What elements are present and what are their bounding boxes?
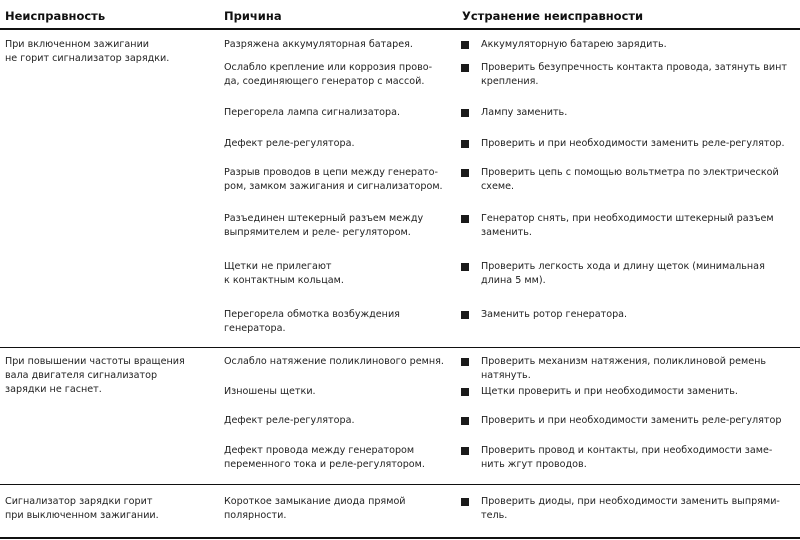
cause-text: Дефект реле-регулятора. [224, 138, 355, 149]
remedy-text: схеме. [481, 181, 515, 192]
cause-text: Разрыв проводов в цепи между генерато- [224, 167, 438, 178]
remedy-text: Щетки проверить и при необходимости заменить. [481, 386, 738, 397]
remedy-text: Проверить безупречность контакта провода, затянуть винт [481, 62, 788, 73]
cause-text: выпрямителем и реле- регулятором. [224, 227, 411, 238]
header-cause: Причина [224, 9, 282, 23]
fault-text: При повышении частоты вращения [5, 356, 185, 367]
header-remedy: Устранение неисправности [462, 9, 644, 23]
bullet-square-icon [461, 169, 469, 177]
remedy-text: заменить. [481, 227, 532, 238]
cause-text: Перегорела лампа сигнализатора. [224, 107, 401, 118]
cause-text: Дефект провода между генератором [224, 445, 415, 456]
cause-text: генератора. [224, 323, 286, 334]
remedy-text: Генератор снять, при необходимости штекерный разъем [481, 213, 774, 224]
cause-text: Дефект реле-регулятора. [224, 415, 355, 426]
fault-text: не горит сигнализатор зарядки. [5, 53, 170, 64]
fault-text: зарядки не гаснет. [5, 384, 102, 395]
fault-text: Сигнализатор зарядки горит [5, 496, 153, 507]
header-rule [0, 28, 800, 30]
cause-text: полярности. [224, 510, 287, 521]
cause-text: Разряжена аккумуляторная батарея. [224, 39, 413, 50]
remedy-text: крепления. [481, 76, 539, 87]
cause-text: Ослабло крепление или коррозия прово- [224, 62, 433, 73]
remedy-text: Проверить механизм натяжения, поликлиновой ремень [481, 356, 767, 367]
cause-text: Разъединен штекерный разъем между [224, 213, 424, 224]
bullet-square-icon [461, 447, 469, 455]
bullet-square-icon [461, 140, 469, 148]
remedy-text: нить жгут проводов. [481, 459, 587, 470]
fault-text: При включенном зажигании [5, 39, 150, 50]
remedy-text: Аккумуляторную батарею зарядить. [481, 39, 667, 50]
remedy-text: Заменить ротор генератора. [481, 309, 628, 320]
header-fault: Неисправность [5, 9, 106, 23]
bullet-square-icon [461, 311, 469, 319]
cause-text: Ослабло натяжение поликлинового ремня. [224, 356, 444, 367]
cause-text: Изношены щетки. [224, 386, 316, 397]
fault-text: вала двигателя сигнализатор [5, 370, 158, 381]
remedy-text: Проверить провод и контакты, при необходимости заме- [481, 445, 773, 456]
cause-text: ром, замком зажигания и сигнализатором. [224, 181, 443, 192]
remedy-text: натянуть. [481, 370, 531, 381]
remedy-text: Проверить диоды, при необходимости заменить выпрями- [481, 496, 780, 507]
remedy-text: тель. [481, 510, 508, 521]
bullet-square-icon [461, 109, 469, 117]
bullet-square-icon [461, 64, 469, 72]
bullet-square-icon [461, 263, 469, 271]
cause-text: переменного тока и реле-регулятором. [224, 459, 425, 470]
cause-text: к контактным кольцам. [224, 275, 344, 286]
cause-text: Короткое замыкание диода прямой [224, 496, 406, 507]
cause-text: Перегорела обмотка возбуждения [224, 309, 400, 320]
cause-text: да, соединяющего генератор с массой. [224, 76, 425, 87]
bullet-square-icon [461, 41, 469, 49]
group-divider [0, 347, 800, 348]
fault-text: при выключенном зажигании. [5, 510, 159, 521]
remedy-text: Проверить цепь с помощью вольтметра по электрической [481, 167, 779, 178]
bullet-square-icon [461, 358, 469, 366]
bullet-square-icon [461, 388, 469, 396]
remedy-text: Лампу заменить. [481, 107, 568, 118]
remedy-text: Проверить легкость хода и длину щеток (минимальная [481, 261, 765, 272]
remedy-text: длина 5 мм). [481, 275, 546, 286]
group-divider [0, 484, 800, 485]
bullet-square-icon [461, 498, 469, 506]
bullet-square-icon [461, 215, 469, 223]
bullet-square-icon [461, 417, 469, 425]
cause-text: Щетки не прилегают [224, 261, 332, 272]
bottom-rule [0, 537, 800, 539]
remedy-text: Проверить и при необходимости заменить реле-регулятор. [481, 138, 785, 149]
remedy-text: Проверить и при необходимости заменить реле-регулятор [481, 415, 782, 426]
